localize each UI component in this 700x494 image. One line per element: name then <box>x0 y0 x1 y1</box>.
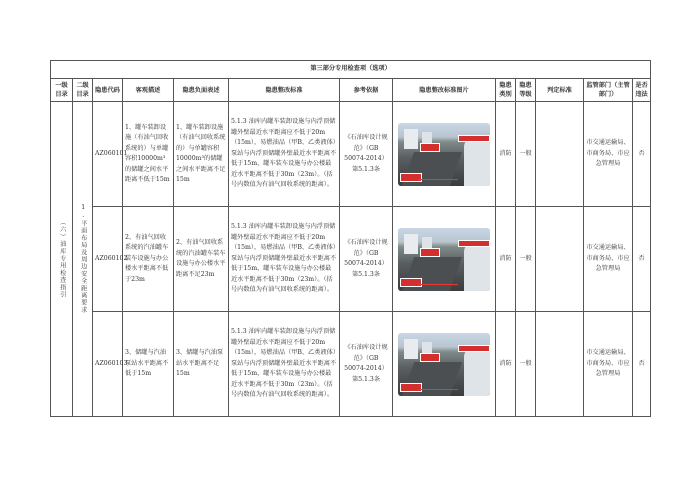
objective-cell: 1、罐车装卸设施（有油气回收系统的）与单罐容积10000m³的储罐之间水平距离不低于15m <box>123 102 174 207</box>
dept-cell: 市交通运输局、市商务局、市应急管理局 <box>584 312 633 417</box>
table-title: 第三部分专用检查项（选项） <box>51 61 651 79</box>
level-cell: 一般 <box>516 312 536 417</box>
header-illegal: 是否违法 <box>633 79 651 102</box>
code-cell: AZ060102 <box>93 207 123 312</box>
criteria-cell <box>536 102 584 207</box>
objective-cell: 3、储罐与汽油泵站水平距离不低于15m <box>123 312 174 417</box>
dept-cell: 市交通运输局、市商务局、市应急管理局 <box>584 207 633 312</box>
level1-text: （六）油库专用检查指引 <box>58 219 66 299</box>
category-cell: 消防 <box>496 102 516 207</box>
header-level2: 二级目录 <box>73 79 93 102</box>
header-category: 隐患类别 <box>496 79 516 102</box>
reference-cell: 《石油库设计规范》（GB 50074-2014）第5.1.3条 <box>340 207 393 312</box>
header-reference: 参考依据 <box>340 79 393 102</box>
negative-cell: 2、有油气回收系统的汽油罐车装车设施与办公楼水平距离不足23m <box>174 207 229 312</box>
dept-cell: 市交通运输局、市商务局、市应急管理局 <box>584 102 633 207</box>
standard-photo <box>398 333 490 396</box>
header-negative: 隐患负面表述 <box>174 79 229 102</box>
image-cell <box>393 312 496 417</box>
code-cell: AZ060101 <box>93 102 123 207</box>
table-row <box>51 207 651 312</box>
standard-cell: 5.1.3 油库内罐车装卸设施与内浮顶储罐外壁最近水平距离应不低于20m（15m），易燃油品（甲B、乙类液体）泵站与内浮顶储罐外壁最近水平距离不低于15m，罐车装车设施与办公楼最近水平距离不低于30m（23m）。（括号内数值为有油气回收系统的距离）。 <box>229 312 340 417</box>
criteria-cell <box>536 312 584 417</box>
image-cell <box>393 102 496 207</box>
negative-cell: 1、罐车装卸设施（有油气回收系统的）与单罐容积10000m³的储罐之间水平距离不足15m <box>174 102 229 207</box>
header-standard: 隐患整改标准 <box>229 79 340 102</box>
negative-cell: 3、储罐与汽油泵站水平距离不足15m <box>174 312 229 417</box>
level2-text: 1.平面布局及周边安全距离要求 <box>79 204 87 314</box>
inspection-table <box>50 60 651 417</box>
header-level: 隐患等级 <box>516 79 536 102</box>
reference-cell: 《石油库设计规范》（GB 50074-2014）第5.1.3条 <box>340 312 393 417</box>
table-row <box>51 102 651 207</box>
header-level1: 一级目录 <box>51 79 73 102</box>
standard-cell: 5.1.3 油库内罐车装卸设施与内浮顶储罐外壁最近水平距离应不低于20m（15m），易燃油品（甲B、乙类液体）泵站与内浮顶储罐外壁最近水平距离不低于15m，罐车装车设施与办公楼最近水平距离不低于30m（23m）。（括号内数值为有油气回收系统的距离）。 <box>229 207 340 312</box>
level2-cell <box>73 102 93 417</box>
category-cell: 消防 <box>496 312 516 417</box>
illegal-cell: 否 <box>633 207 651 312</box>
standard-photo <box>398 123 490 186</box>
standard-photo <box>398 228 490 291</box>
illegal-cell: 否 <box>633 102 651 207</box>
level1-cell <box>51 102 73 417</box>
category-cell: 消防 <box>496 207 516 312</box>
code-cell: AZ060103 <box>93 312 123 417</box>
header-dept: 监管部门（主管部门） <box>584 79 633 102</box>
level-cell: 一般 <box>516 207 536 312</box>
image-cell <box>393 207 496 312</box>
header-code: 隐患代码 <box>93 79 123 102</box>
level-cell: 一般 <box>516 102 536 207</box>
header-objective: 客观描述 <box>123 79 174 102</box>
criteria-cell <box>536 207 584 312</box>
illegal-cell: 否 <box>633 312 651 417</box>
standard-cell: 5.1.3 油库内罐车装卸设施与内浮顶储罐外壁最近水平距离应不低于20m（15m），易燃油品（甲B、乙类液体）泵站与内浮顶储罐外壁最近水平距离不低于15m，罐车装车设施与办公楼最近水平距离不低于30m（23m）。（括号内数值为有油气回收系统的距离）。 <box>229 102 340 207</box>
reference-cell: 《石油库设计规范》（GB 50074-2014）第5.1.3条 <box>340 102 393 207</box>
header-criteria: 判定标准 <box>536 79 584 102</box>
objective-cell: 2、有油气回收系统的汽油罐车装车设施与办公楼水平距离不低于23m <box>123 207 174 312</box>
table-row <box>51 312 651 417</box>
header-row <box>51 79 651 102</box>
header-image: 隐患整改标准图片 <box>393 79 496 102</box>
